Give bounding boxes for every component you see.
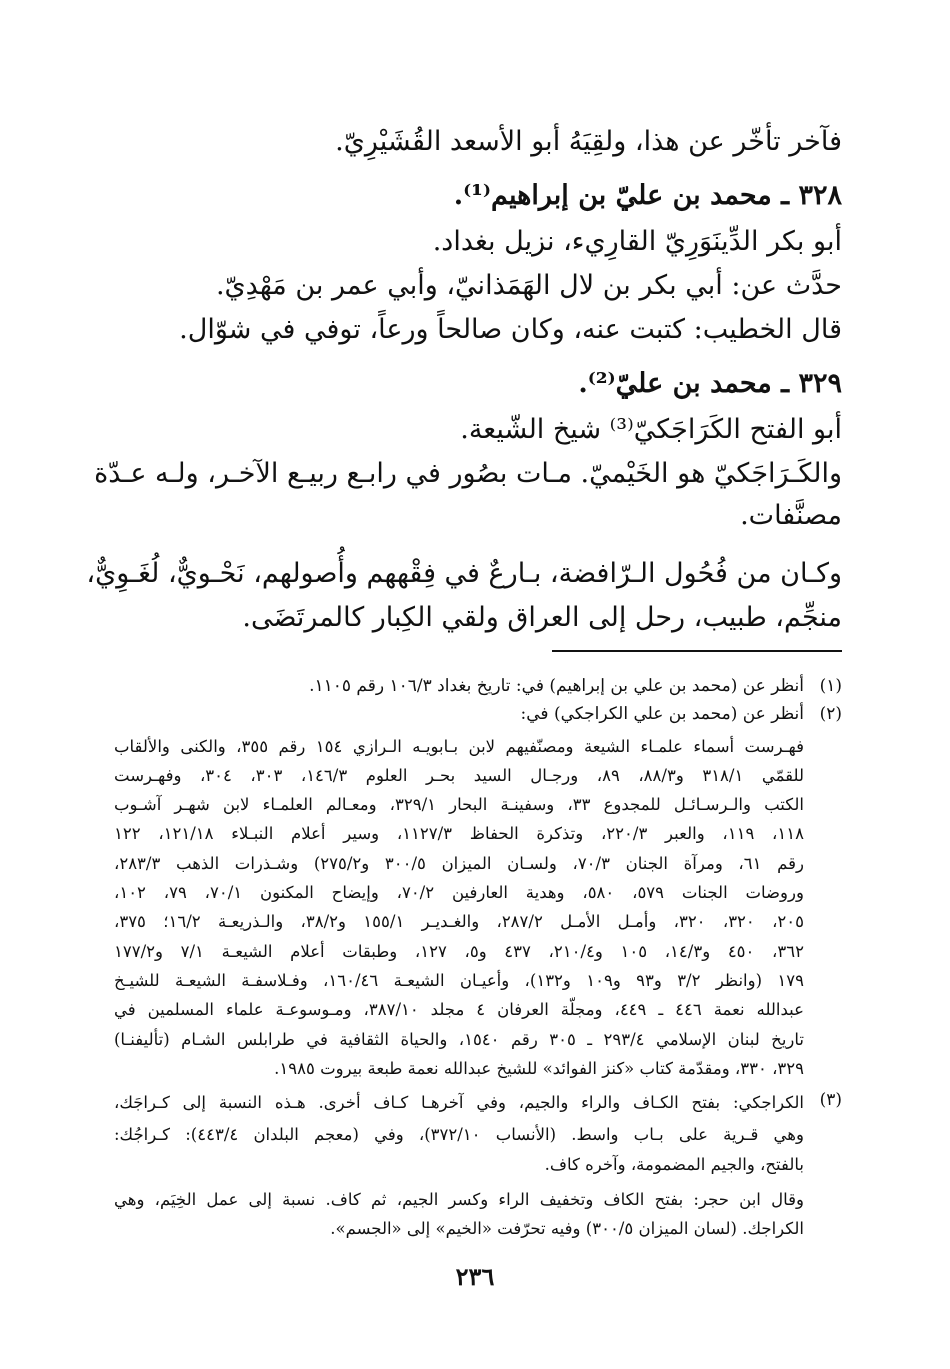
page-number: ٢٣٦ <box>455 1262 495 1291</box>
footnote-3-line: الكراجك. (لسان الميزان ٣٠٠/٥) وفيه تحرّفت «الخيم» إلى «الجسم». <box>330 1219 804 1238</box>
entry-328-line: حدَّث عن: أبي بكر بن لال الهَمَذانيّ، وأبي عمر بن مَهْدِيّ. <box>215 270 842 301</box>
footnote-3-line: وقال ابن حجر: بفتح الكاف وتخفيف الراء وكسر الجيم، ثم كاف. نسبة إلى عمل الخِيَم، وهي <box>114 1190 804 1209</box>
footnote-2-line: رقم ٦١، ومرآة الجنان ٧٠/٣، ولسـان الميزان ٣٠٠/٥ و٢٧٥/٢) وشـذرات الذهب ٢٨٣/٣، <box>114 854 804 873</box>
footnote-2-line: للقمّي ٣١٨/١ و٨٨/٣، ٨٩، ورجـال السيد بحـر العلوم ١٤٦/٣، ٣٠٣، ٣٠٤، وفهـرست <box>114 766 804 785</box>
footnote-2-line: الكتب والـرسـائـل للمجدوع ٣٣، وسفينـة البحار ٣٢٩/١، ومعـالم العلمـاء لابن شهـر آشـوب <box>114 795 804 814</box>
intro-line: فآخر تأخّر عن هذا، ولقِيَهُ أبو الأسعد القُشَيْرِيّ. <box>335 126 842 157</box>
footnote-3-line: الكراجكي: بفتح الكـاف والراء والجيم، وفي آخرهـا كـاف أخرى. هـذه النسبة إلى كـراجَك، <box>114 1093 804 1112</box>
entry-329-paragraph-line: وكـان من فُحُول الـرّافضة، بـارعٌ في فِقْههم وأُصولهم، نَحْـويٌّ، لُغَـوِيٌّ، <box>86 558 842 589</box>
footnote-2-line: ١١٨، ١١٩، والعبر ٢٢٠/٣، وتذكرة الحفاظ ١١٢٧/٣، وسير أعلام النبـلاء ١٢١/١٨، ١٢٢ <box>114 824 804 843</box>
footnote-3-line: بالفتح، والجيم المضمومة، وآخره كاف. <box>544 1155 804 1174</box>
footnote-3-number: (٣) <box>819 1090 842 1110</box>
footnote-1-text: أنظر عن (محمد بن علي بن إبراهيم) في: تاريخ بغداد ١٠٦/٣ رقم ١١٠٥. <box>309 676 804 696</box>
entry-329-heading: ٣٢٩ ـ محمد بن عليّ⁽²⁾. <box>578 368 842 399</box>
entry-329-paragraph-line: مصنَّفات. <box>740 500 842 531</box>
entry-328-line: أبو بكر الدِّينَوَرِيّ القارِيء، نزيل بغداد. <box>432 226 842 257</box>
entry-328-heading: ٣٢٨ ـ محمد بن عليّ بن إبراهيم⁽¹⁾. <box>453 180 842 211</box>
entry-328-line: قال الخطيب: كتبت عنه، وكان صالحاً ورعاً، توفي في شوّال. <box>179 314 842 345</box>
footnote-2-line: وروضات الجنات ٥٧٩، ٥٨٠، وهدية العارفين ٧٠/٢، وإيضاح المكنون ٧٠/١، ٧٩، ١٠٢، <box>114 883 804 902</box>
footnote-2-line: تاريخ لبنان الإسلامي ٢٩٣/٤ ـ ٣٠٥ رقم ١٥٤٠، والحياة الثقافية في طرابلس الشـام (تأليفنـا) <box>114 1030 805 1049</box>
footnote-1-number: (١) <box>819 676 842 696</box>
footnote-2-line: ٣٦٢، ٤٥٠ و١٤/٣، ١٠٥ و٢١٠/٤، ٤٣٧ و٥، ١٢٧، وطبقات أعلام الشيعـة ٧/١ و١٧٧/٢ <box>114 942 804 961</box>
footnote-divider <box>552 650 842 652</box>
footnote-2-intro: أنظر عن (محمد بن علي الكراجكي) في: <box>520 704 804 724</box>
footnote-2-line: ٢٠٥، ٣٢٠، ٣٢٠، وأمـل الأمـل ٢٨٧/٢، والغـديـر ١٥٥/١ و٣٨/٢، والـذريعـة ١٦/٢؛ ٣٧٥، <box>114 912 805 931</box>
footnote-2-number: (٢) <box>819 704 842 724</box>
entry-329-paragraph-line: منجِّم، طبيب، رحل إلى العراق ولقي الكِبار كالمرتَضَى. <box>242 602 842 633</box>
footnote-3-line: وهي قـرية على بـاب واسط. (الأنساب ٣٧٢/١٠)، وفي (معجم البلدان ٤٤٣/٤): كـراجُك: <box>114 1125 804 1144</box>
footnote-2-line: فهـرست أسماء علمـاء الشيعة ومصنّفيهم لابن بـابويـه الـرازي ١٥٤ رقم ٣٥٥، والكنى والألقاب <box>114 737 805 756</box>
footnote-2-line: ١٧٩ (وانظر ٣/٢ و٩٣ و١٠٩ و١٣٢)، وأعيـان الشيعـة ١٦٠/٤٦، وفـلاسفـة الشيعـة للشيـخ <box>114 971 804 990</box>
footnote-2-line: ٣٢٩، ٣٣٠، ومقدّمة كتاب «كنز الفوائد» للشيخ عبدالله نعمة طبعة بيروت ١٩٨٥. <box>274 1059 804 1078</box>
entry-329-paragraph-line: والكَـرَاجَكيّ هو الخَيْميّ. مـات بصُور في رابـع ربيـع الآخـر، ولـه عـدّة <box>94 458 842 489</box>
entry-329-line: أبو الفتح الكَرَاجَكيّ⁽³⁾ شيخ الشّيعة. <box>460 414 842 445</box>
footnote-2-line: عبدالله نعمة ٤٤٦ ـ ٤٤٩، ومجلّة العرفان ٤ مجلد ٣٨٧/١٠، ومـوسوعـة علماء المسلمين في <box>114 1000 804 1019</box>
